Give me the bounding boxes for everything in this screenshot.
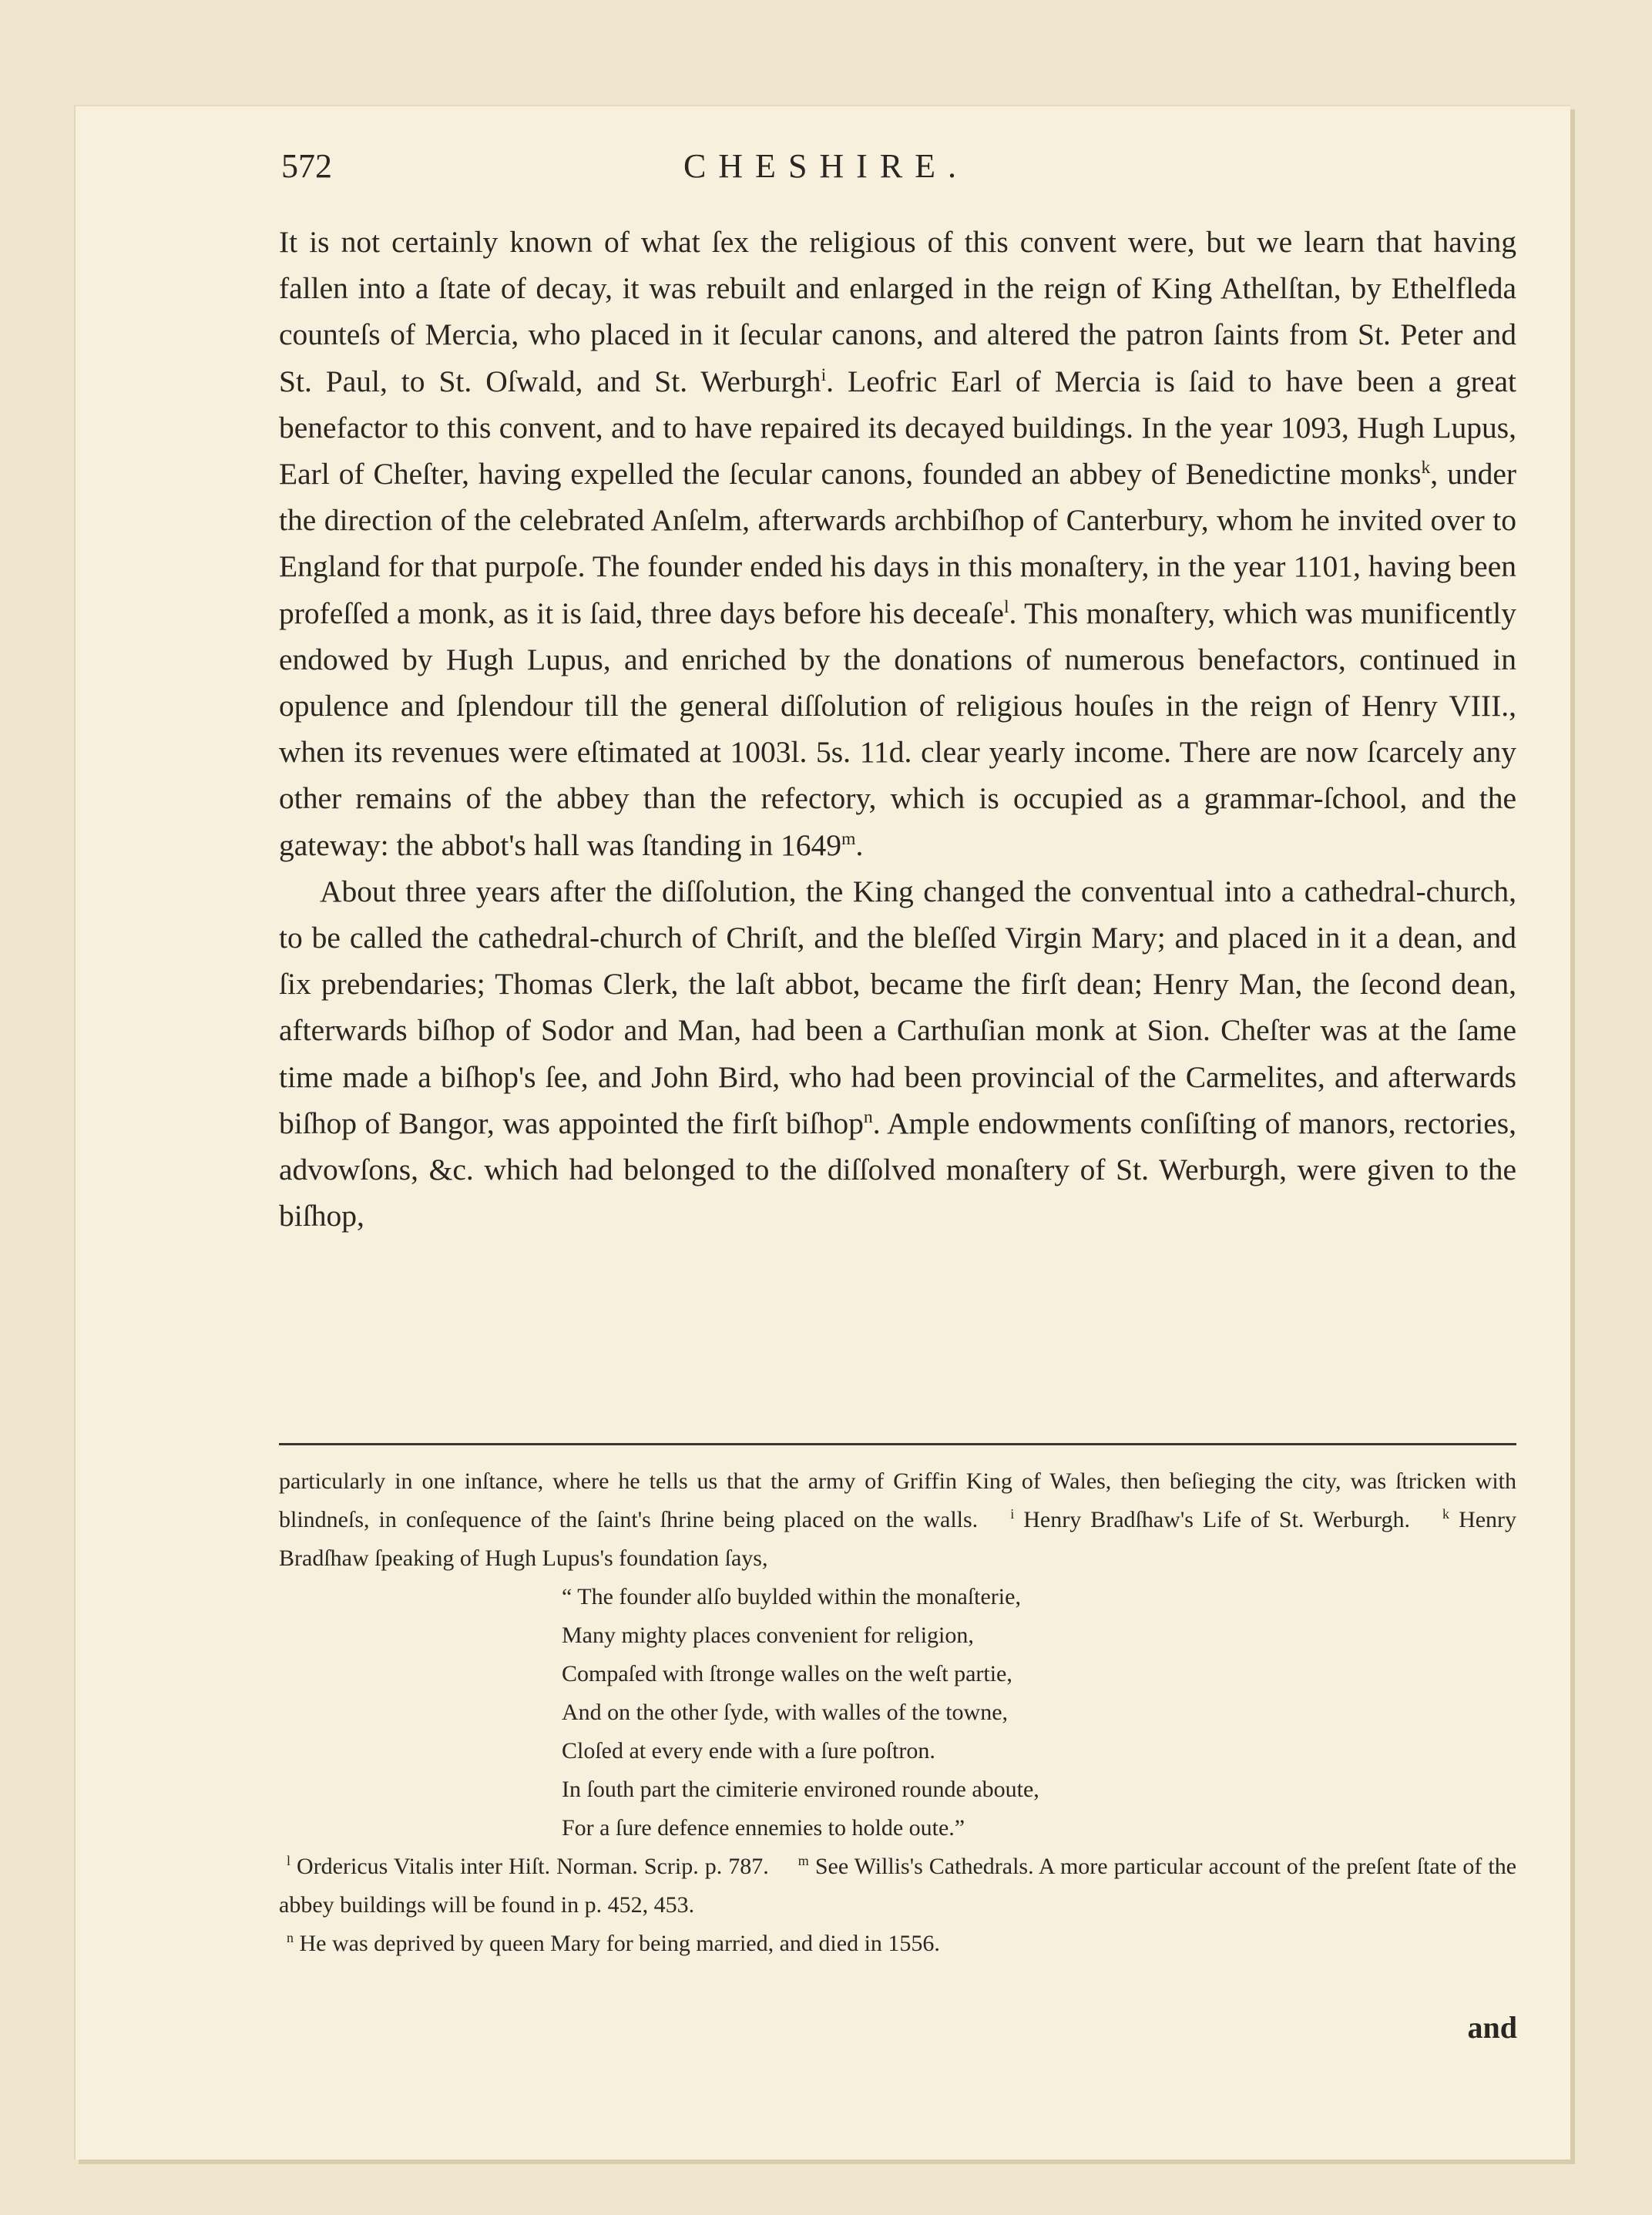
verse-quote: [562, 1578, 1516, 1848]
footnote-ref: i: [821, 364, 827, 385]
verse-line: For a ſure defence ennemies to holde oute.”: [562, 1815, 965, 1841]
footnote-ref: m: [841, 828, 856, 849]
footnote-mark: m: [797, 1853, 809, 1868]
verse-line: In ſouth part the cimiterie environed rounde aboute,: [562, 1777, 1039, 1802]
footnote-mark: i: [1010, 1506, 1015, 1522]
footnote: particularly in one inſtance, where he tells us that the army of Griffin King of Wales, then beſieging the city, was ſtricken with blindneſs, in conſequence of the ſaint's ſhrine being placed on the walls. $^i$ Henry Bradſhaw's Life of St. Werburgh. $^k$ Henry Bradſhaw ſpeaking of Hugh Lupus's foundation ſays,: [279, 1468, 1517, 1571]
footnote-ref: k: [1421, 457, 1431, 478]
verse-line: Cloſed at every ende with a ſure poſtron.: [562, 1738, 935, 1764]
footnote-divider: [279, 1443, 1516, 1445]
catchword: and: [1467, 2010, 1517, 2045]
page-number: 572: [281, 147, 332, 185]
page-header: [0, 146, 1652, 193]
verse-line: Many mighty places convenient for religion,: [562, 1623, 974, 1648]
footnote-mark: k: [1442, 1506, 1450, 1522]
footnote-mark: l: [287, 1853, 291, 1868]
footnote-ref: n: [863, 1106, 873, 1127]
running-title: CHESHIRE.: [683, 147, 969, 185]
main-text: [279, 219, 1516, 1239]
footnote: $^l$ Ordericus Vitalis inter Hiſt. Norman. Scrip. p. 787. $^m$ See Willis's Cathedrals. A more particular account of the preſent ſtate of the abbey buildings will be found in p. 452, 453.: [279, 1853, 1517, 1918]
paragraph: It is not certainly known of what ſex the religious of this convent were, but we learn that having fallen into a ſtate of decay, it was rebuilt and enlarged in the reign of King Athelſtan, by Ethelfleda counteſs of Mercia, who placed in it ſecular canons, and altered the patron ſaints from St. Peter and St. Paul, to St. Oſwald, and St. Werburgh$^i$. Leofric Earl of Mercia is ſaid to have been a great benefactor to this convent, and to have repaired its decayed buildings. In the year 1093, Hugh Lupus, Earl of Cheſter, having expelled the ſecular canons, founded an abbey of Benedictine monks$^k$, under the direction of the celebrated Anſelm, afterwards archbiſhop of Canterbury, whom he invited over to England for that purpoſe. The founder ended his days in this monaſtery, in the year 1101, having been profeſſed a monk, as it is ſaid, three days before his deceaſe$^l$. This monaſtery, which was munificently endowed by Hugh Lupus, and enriched by the donations of numerous benefactors, continued in opulence and ſplendour till the general diſſolution of religious houſes in the reign of Henry VIII., when its revenues were eſtimated at 1003l. 5s. 11d. clear yearly income. There are now ſcarcely any other remains of the abbey than the refectory, which is occupied as a grammar-ſchool, and the gateway: the abbot's hall was ſtanding in 1649$^m$.: [279, 225, 1517, 862]
verse-line: “ The founder alſo buylded within the monaſterie,: [562, 1584, 1021, 1609]
footnotes: [279, 1462, 1516, 1963]
verse-line: And on the other ſyde, with walles of the towne,: [562, 1700, 1009, 1725]
footnote: $^n$ He was deprived by queen Mary for being married, and died in 1556.: [287, 1930, 940, 1956]
footnote-mark: n: [287, 1930, 294, 1945]
paragraph: About three years after the diſſolution, the King changed the conventual into a cathedral-church, to be called the cathedral-church of Chriſt, and the bleſſed Virgin Mary; and placed in it a dean, and ſix prebendaries; Thomas Clerk, the laſt abbot, became the firſt dean; Henry Man, the ſecond dean, afterwards biſhop of Sodor and Man, had been a Carthuſian monk at Sion. Cheſter was at the ſame time made a biſhop's ſee, and John Bird, who had been provincial of the Carmelites, and afterwards biſhop of Bangor, was appointed the firſt biſhop$^n$. Ample endowments conſiſting of manors, rectories, advowſons, &c. which had belonged to the diſſolved monaſtery of St. Werburgh, were given to the biſhop,: [279, 874, 1516, 1233]
footnote-ref: l: [1003, 596, 1009, 617]
verse-line: Compaſed with ſtronge walles on the weſt partie,: [562, 1661, 1012, 1686]
